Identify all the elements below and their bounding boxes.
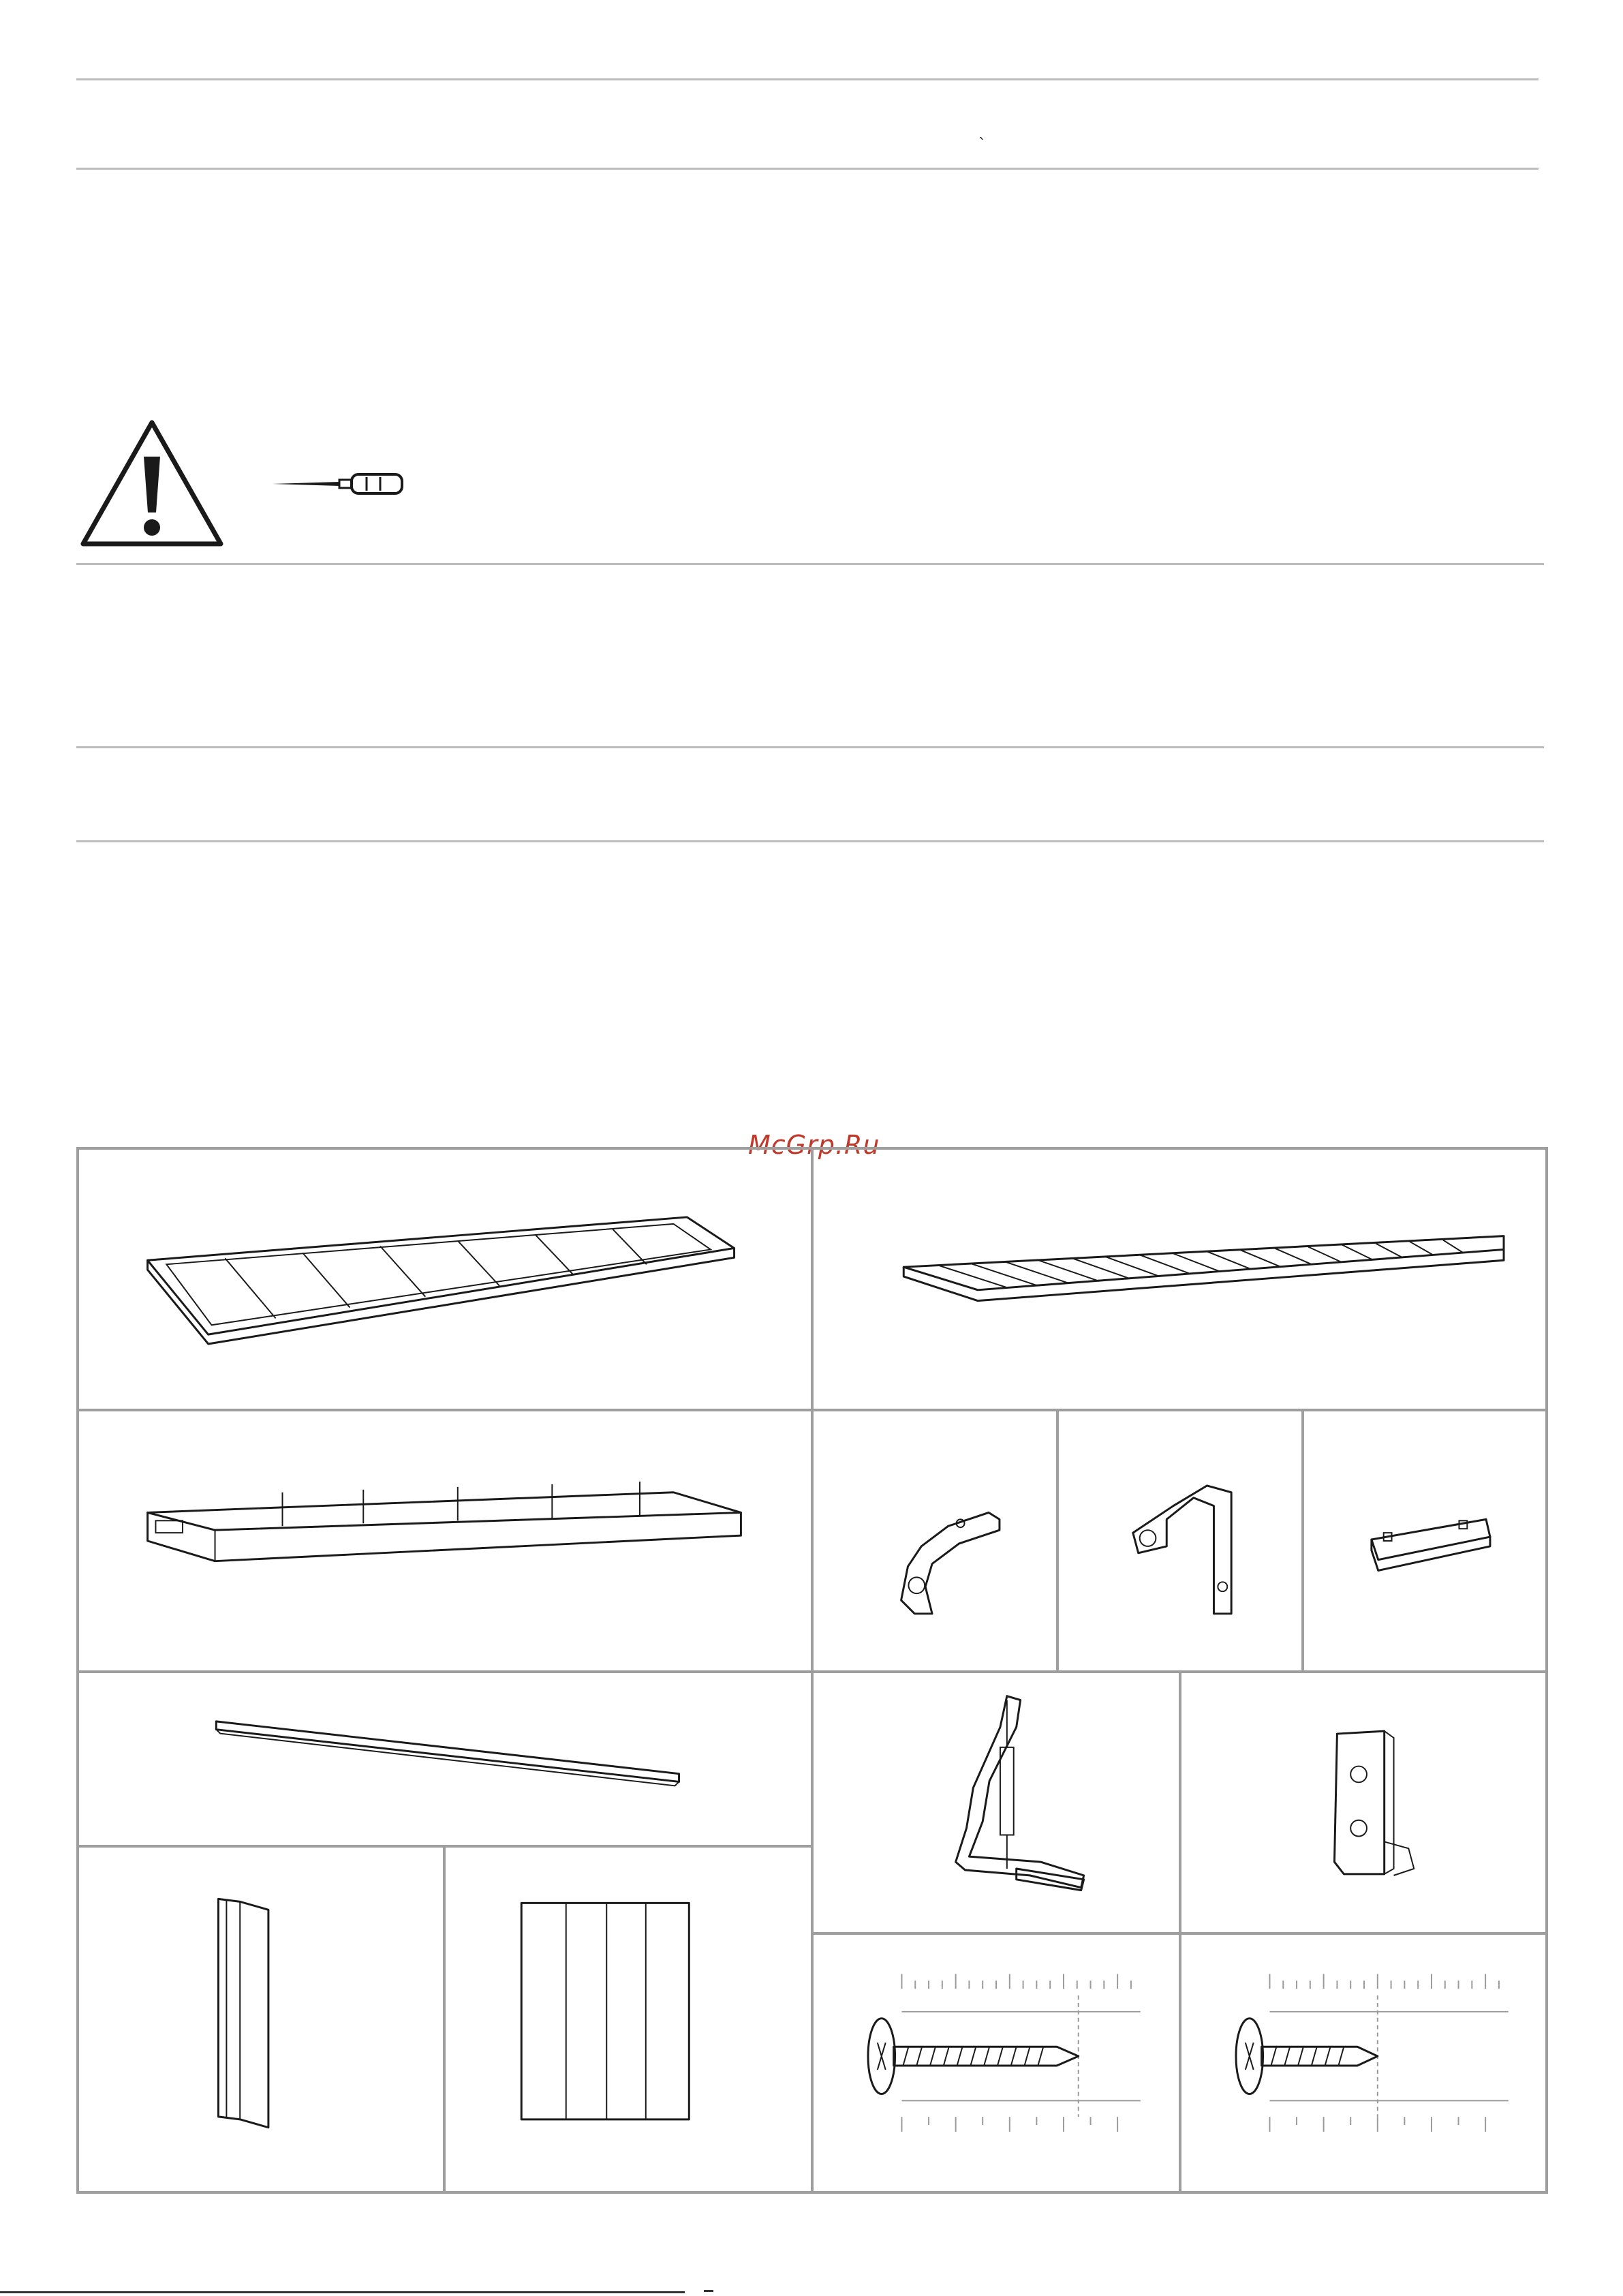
screwdriver-icon (271, 472, 405, 496)
side-panel-part (76, 1846, 444, 2194)
corner-bracket-part (1180, 1672, 1548, 1933)
latch-clip-part (1303, 1410, 1548, 1672)
header-mark: ` (978, 136, 986, 153)
watermark: McGrp.Ru (748, 1130, 880, 1160)
warning-triangle-icon (78, 417, 226, 551)
footer-rule (0, 2291, 685, 2293)
section-rule-2 (76, 746, 1544, 748)
gas-strut-hinge-part (812, 1672, 1180, 1933)
short-screw-part (1180, 1933, 1548, 2194)
header-rule-bottom (76, 168, 1539, 170)
u-bracket-part (1057, 1410, 1303, 1672)
footer-dash (704, 2290, 713, 2292)
header-rule-top (76, 78, 1539, 80)
slatted-lid-part (812, 1147, 1548, 1410)
long-rail-part (76, 1672, 812, 1846)
section-rule-3 (76, 840, 1544, 842)
section-rule-1 (76, 563, 1544, 565)
tray-panel-part (76, 1147, 812, 1410)
base-frame-part (76, 1410, 812, 1672)
long-screw-part (812, 1933, 1180, 2194)
back-panel-part (444, 1846, 812, 2194)
z-bracket-part (812, 1410, 1057, 1672)
